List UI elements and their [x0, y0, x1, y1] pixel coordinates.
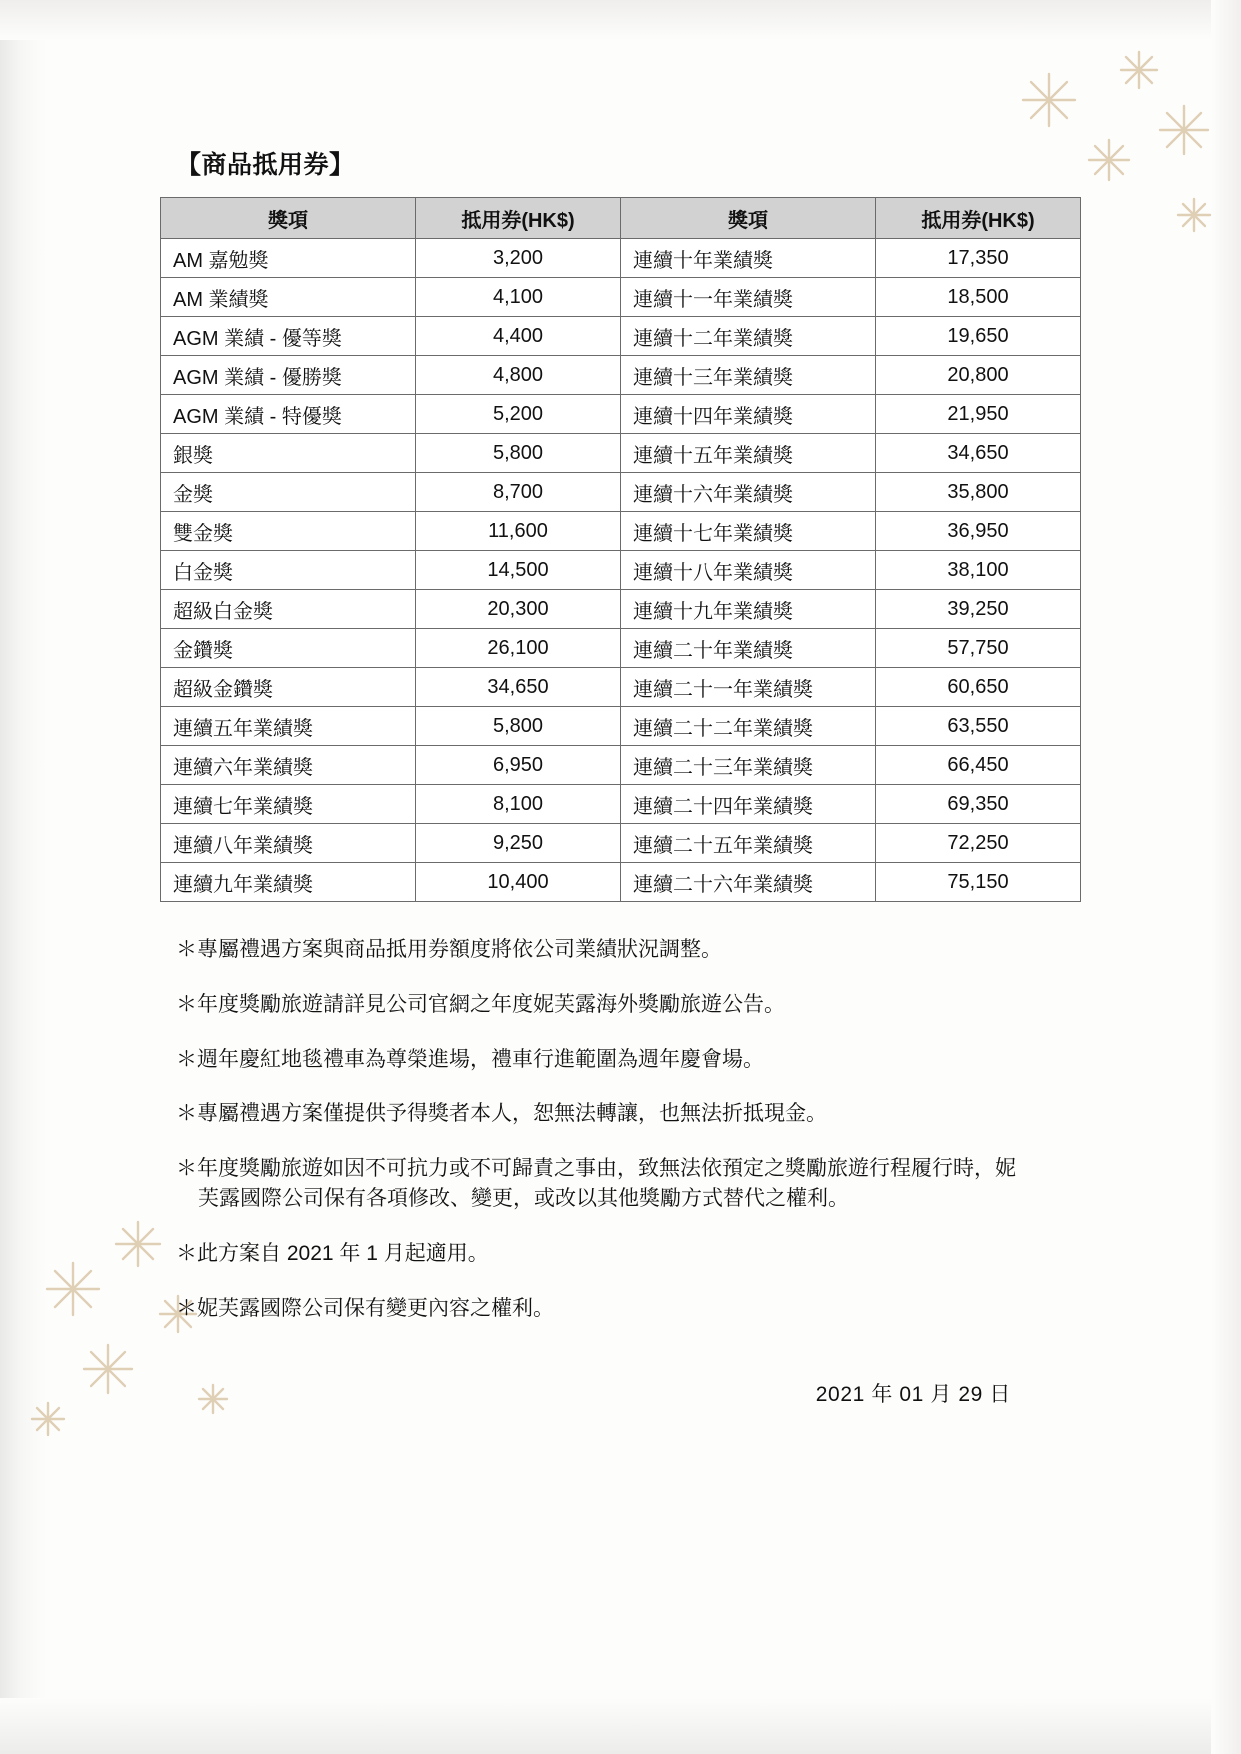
- cell-amount-left: 9,250: [416, 824, 621, 863]
- cell-amount-left: 5,800: [416, 707, 621, 746]
- cell-award-right: 連續十八年業績獎: [621, 551, 876, 590]
- table-row: [161, 590, 1081, 629]
- note-item: ＊週年慶紅地毯禮車為尊榮進場，禮車行進範圍為週年慶會場。: [176, 1047, 764, 1071]
- cell-award-right: 連續十九年業績獎: [621, 590, 876, 629]
- cell-amount-right: 34,650: [876, 434, 1081, 473]
- table-row: [161, 356, 1081, 395]
- table-row: [161, 551, 1081, 590]
- table-row: [161, 239, 1081, 278]
- cell-amount-right: 69,350: [876, 785, 1081, 824]
- cell-award-right: 連續十五年業績獎: [621, 434, 876, 473]
- column-header-voucher-2: 抵用券(HK$): [876, 198, 1081, 239]
- cell-amount-left: 6,950: [416, 746, 621, 785]
- cell-amount-left: 20,300: [416, 590, 621, 629]
- column-header-voucher-1: 抵用券(HK$): [416, 198, 621, 239]
- cell-amount-left: 4,400: [416, 317, 621, 356]
- cell-amount-right: 35,800: [876, 473, 1081, 512]
- cell-award-left: 超級金鑽獎: [161, 668, 416, 707]
- cell-award-left: 雙金獎: [161, 512, 416, 551]
- cell-amount-right: 72,250: [876, 824, 1081, 863]
- cell-amount-right: 19,650: [876, 317, 1081, 356]
- cell-award-right: 連續二十年業績獎: [621, 629, 876, 668]
- cell-award-left: 連續八年業績獎: [161, 824, 416, 863]
- table-row: [161, 278, 1081, 317]
- cell-amount-left: 4,100: [416, 278, 621, 317]
- note-item: ＊此方案自 2021 年 1 月起適用。: [176, 1241, 489, 1265]
- cell-award-right: 連續二十二年業績獎: [621, 707, 876, 746]
- cell-award-left: 連續七年業績獎: [161, 785, 416, 824]
- cell-award-left: 金鑽獎: [161, 629, 416, 668]
- table-row: [161, 395, 1081, 434]
- cell-amount-right: 18,500: [876, 278, 1081, 317]
- cell-amount-right: 63,550: [876, 707, 1081, 746]
- cell-amount-left: 5,800: [416, 434, 621, 473]
- cell-award-right: 連續二十一年業績獎: [621, 668, 876, 707]
- cell-amount-left: 14,500: [416, 551, 621, 590]
- table-row: [161, 629, 1081, 668]
- cell-award-right: 連續十年業績獎: [621, 239, 876, 278]
- cell-award-left: 連續九年業績獎: [161, 863, 416, 902]
- cell-amount-right: 21,950: [876, 395, 1081, 434]
- page-edge-shading-left: [0, 0, 46, 1754]
- cell-amount-left: 10,400: [416, 863, 621, 902]
- column-header-award-1: 獎項: [161, 198, 416, 239]
- cell-award-right: 連續十七年業績獎: [621, 512, 876, 551]
- cell-award-right: 連續十三年業績獎: [621, 356, 876, 395]
- voucher-table: [160, 197, 1081, 902]
- column-header-award-2: 獎項: [621, 198, 876, 239]
- table-row: [161, 863, 1081, 902]
- cell-award-left: 白金獎: [161, 551, 416, 590]
- table-row: [161, 473, 1081, 512]
- table-row: [161, 824, 1081, 863]
- cell-award-right: 連續十一年業績獎: [621, 278, 876, 317]
- page-edge-shading-top: [0, 0, 1241, 40]
- table-row: [161, 512, 1081, 551]
- cell-amount-right: 57,750: [876, 629, 1081, 668]
- cell-award-right: 連續二十四年業績獎: [621, 785, 876, 824]
- cell-amount-left: 26,100: [416, 629, 621, 668]
- cell-award-left: AGM 業績 - 優勝獎: [161, 356, 416, 395]
- document-date: 2021 年 01 月 29 日: [815, 1383, 1011, 1406]
- cell-amount-right: 38,100: [876, 551, 1081, 590]
- cell-award-left: AGM 業績 - 特優獎: [161, 395, 416, 434]
- table-header-row: [161, 198, 1081, 239]
- cell-amount-left: 8,700: [416, 473, 621, 512]
- table-row: [161, 668, 1081, 707]
- note-item: ＊專屬禮遇方案與商品抵用券額度將依公司業績狀況調整。: [176, 938, 722, 961]
- cell-award-left: 連續五年業績獎: [161, 707, 416, 746]
- cell-amount-left: 4,800: [416, 356, 621, 395]
- cell-amount-right: 60,650: [876, 668, 1081, 707]
- note-item: ＊專屬禮遇方案僅提供予得獎者本人，恕無法轉讓，也無法折抵現金。: [176, 1102, 827, 1126]
- table-row: [161, 317, 1081, 356]
- cell-amount-right: 66,450: [876, 746, 1081, 785]
- table-row: [161, 707, 1081, 746]
- cell-award-left: 金獎: [161, 473, 416, 512]
- cell-amount-left: 8,100: [416, 785, 621, 824]
- cell-award-right: 連續十六年業績獎: [621, 473, 876, 512]
- page-edge-shading-bottom: [0, 1698, 1241, 1754]
- cell-award-right: 連續二十六年業績獎: [621, 863, 876, 902]
- cell-award-left: 超級白金獎: [161, 590, 416, 629]
- note-item: ＊年度獎勵旅遊請詳見公司官網之年度妮芙露海外獎勵旅遊公告。: [176, 992, 785, 1016]
- notes-list: [176, 935, 1036, 1349]
- cell-award-left: 銀獎: [161, 434, 416, 473]
- cell-award-left: AM 嘉勉獎: [161, 239, 416, 278]
- table-row: [161, 785, 1081, 824]
- note-item: ＊年度獎勵旅遊如因不可抗力或不可歸責之事由，致無法依預定之獎勵旅遊行程履行時，妮芙露國際公司保有各項修改、變更，或改以其他獎勵方式替代之權利。: [176, 1157, 1016, 1211]
- cell-amount-left: 34,650: [416, 668, 621, 707]
- cell-award-right: 連續二十五年業績獎: [621, 824, 876, 863]
- cell-award-right: 連續十二年業績獎: [621, 317, 876, 356]
- page-title: 【商品抵用券】: [176, 151, 355, 179]
- cell-amount-left: 11,600: [416, 512, 621, 551]
- cell-amount-left: 5,200: [416, 395, 621, 434]
- cell-amount-right: 75,150: [876, 863, 1081, 902]
- cell-award-right: 連續十四年業績獎: [621, 395, 876, 434]
- cell-amount-right: 39,250: [876, 590, 1081, 629]
- page-edge-shading-right: [1211, 0, 1241, 1754]
- cell-amount-right: 17,350: [876, 239, 1081, 278]
- table-row: [161, 434, 1081, 473]
- cell-amount-right: 36,950: [876, 512, 1081, 551]
- cell-award-left: AGM 業績 - 優等獎: [161, 317, 416, 356]
- cell-award-left: 連續六年業績獎: [161, 746, 416, 785]
- cell-award-left: AM 業績獎: [161, 278, 416, 317]
- table-row: [161, 746, 1081, 785]
- cell-award-right: 連續二十三年業績獎: [621, 746, 876, 785]
- cell-amount-right: 20,800: [876, 356, 1081, 395]
- cell-amount-left: 3,200: [416, 239, 621, 278]
- note-item: ＊妮芙露國際公司保有變更內容之權利。: [176, 1296, 554, 1320]
